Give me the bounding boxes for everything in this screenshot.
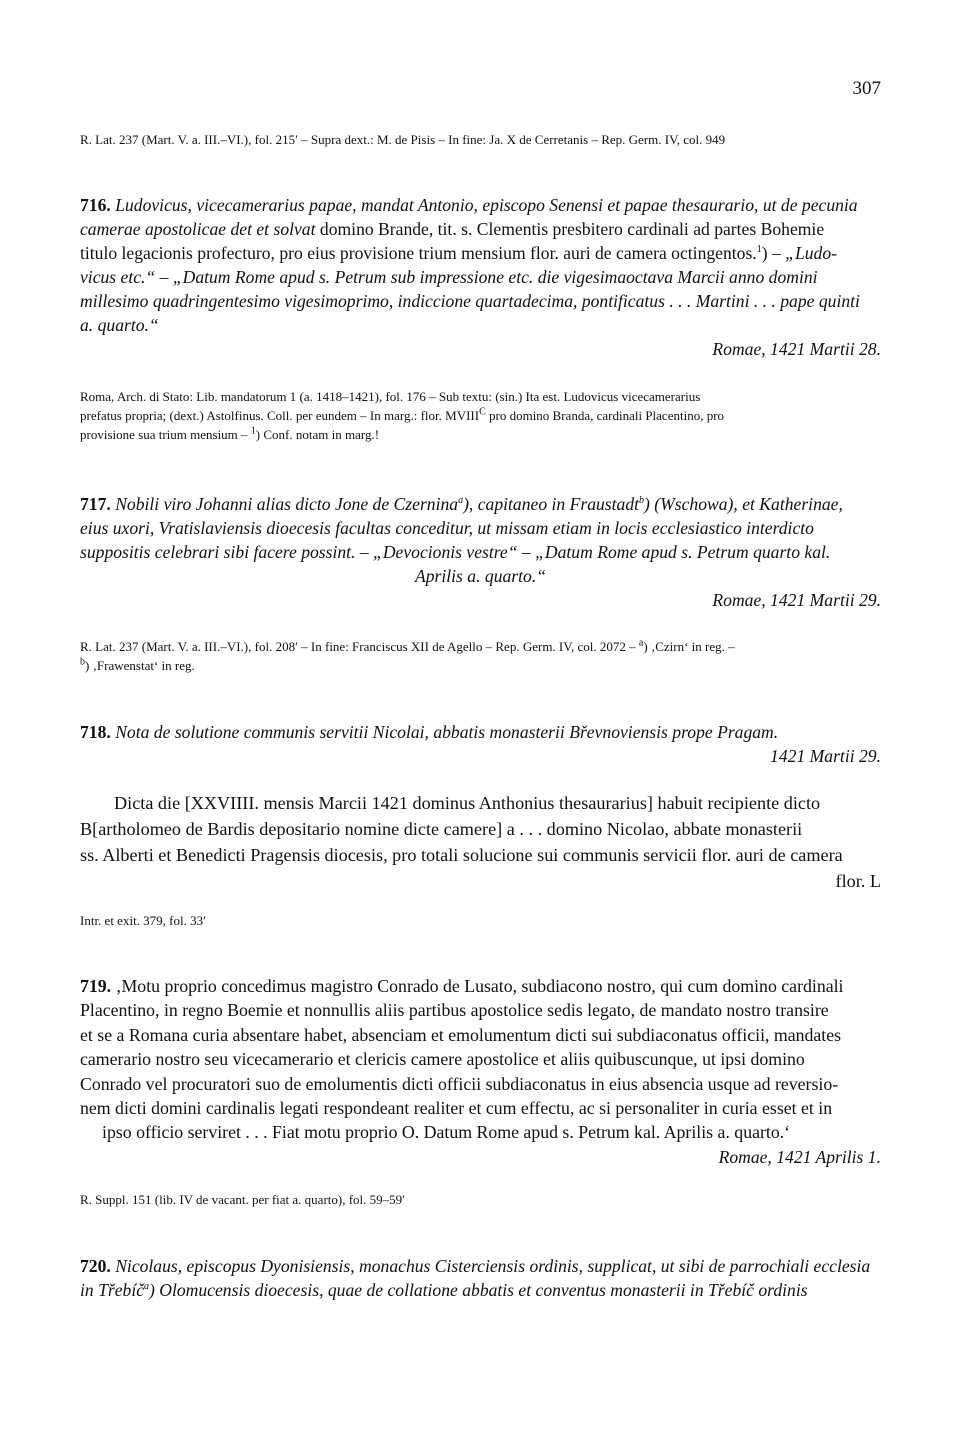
source-line: provisione sua trium mensium – $^1$) Conf. notam in marg.! [80, 425, 380, 442]
entry-717 [80, 492, 881, 612]
body-line: ipso officio serviret . . . Fiat motu proprio O. Datum Rome apud s. Petrum kal. Aprilis a. quarto.‘ [102, 1122, 791, 1143]
body-line: B[artholomeo de Bardis depositario nomine dicte camere] a . . . domino Nicolao, abbate monasterii [80, 819, 803, 839]
body-line: Conrado vel procuratori suo de emolumentis dicti officii subdiaconatus in eius absencia usque ad reversio- [80, 1073, 839, 1094]
entry-number: 716. [80, 195, 111, 215]
entry-716-line4: vicus etc.“ – „Datum Rome apud s. Petrum sub impressione etc. die vigesimaoctava Marcii anno domini [80, 267, 818, 287]
page-number: 307 [852, 78, 881, 99]
entry-716-line3: titulo legacionis profecturo, pro eius provisione trium mensium flor. auri de camera octingentos.$^1$) – „Ludo- [80, 243, 837, 263]
entry-716-source [80, 387, 881, 444]
entry-716-date: Romae, 1421 Martii 28. [712, 339, 881, 359]
entry-717-line2: eius uxori, Vratislaviensis dioecesis facultas conceditur, ut missam etiam in locis ecclesiastico interdicto [80, 518, 814, 538]
entry-719-date: Romae, 1421 Aprilis 1. [718, 1146, 881, 1167]
source-text: R. Lat. 237 (Mart. V. a. III.–VI.), fol. 215′ – Supra dext.: M. de Pisis – In fine: Ja. X de Cerretanis – Rep. Germ. IV, col. 949 [80, 132, 726, 147]
entry-719-line1: 719. ‚Motu proprio concedimus magistro Conrado de Lusato, subdiacono nostro, qui cum domino cardinali [80, 976, 844, 996]
source-line: R. Suppl. 151 (lib. IV de vacant. per fiat a. quarto), fol. 59–59′ [80, 1192, 406, 1207]
source-line: $^b$) ‚Frawenstat‘ in reg. [80, 656, 195, 673]
entry-717-line3: suppositis celebrari sibi facere possint. – „Devocionis vestre“ – „Datum Rome apud s. Petrum quarto kal. [80, 542, 831, 562]
entry-number: 717. [80, 494, 111, 514]
entry-718-body [80, 790, 881, 894]
entry-720-line2: in Třebíč$^a$) Olomucensis dioecesis, quae de collatione abbatis et conventus monasterii in Třebíč ordinis [80, 1280, 808, 1300]
body-line: et se a Romana curia absentare habet, absenciam et emolumentum dicti sui subdiaconatus officii, mandates [80, 1024, 842, 1045]
entry-720 [80, 1254, 881, 1302]
entry-717-line4: Aprilis a. quarto.“ [415, 566, 546, 586]
entry-716-line1: 716. Ludovicus, vicecamerarius papae, mandat Antonio, episcopo Senensi et papae thesaurario, ut de pecunia [80, 195, 858, 215]
entry-717-source [80, 637, 881, 675]
entry-717-line1: 717. Nobili viro Johanni alias dicto Jone de Czernina$^a$), capitaneo in Fraustadt$^b$) (Wschowa), et Katherinae, [80, 494, 843, 514]
body-line: Placentino, in regno Boemie et nonnullis aliis partibus apostolice sedis legato, de mandato nostro transire [80, 1000, 829, 1021]
body-line: nem dicti domini cardinalis legati respondeant realiter et cum effectu, ac si personaliter in curia esset et in [80, 1098, 833, 1119]
entry-716-line2: camerae apostolicae det et solvat domino Brande, tit. s. Clementis presbitero cardinali ad partes Bohemie [80, 219, 825, 239]
entry-718 [80, 720, 881, 768]
source-line: R. Lat. 237 (Mart. V. a. III.–VI.), fol. 208′ – In fine: Franciscus XII de Agello – Rep. Germ. IV, col. 2072 – $^a$) ‚Czirn‘ in reg. – [80, 637, 735, 654]
source-line: prefatus propria; (dext.) Astolfinus. Coll. per eundem – In marg.: flor. $MVIII^C$ pro domino Branda, cardinali Placentino, pro [80, 406, 725, 423]
entry-718-source [80, 911, 881, 930]
top-source-note [80, 130, 881, 149]
source-line: Roma, Arch. di Stato: Lib. mandatorum 1 (a. 1418–1421), fol. 176 – Sub textu: (sin.) Ita est. Ludovicus vicecamerarius [80, 389, 701, 404]
entry-718-title: 718. Nota de solutione communis servitii Nicolai, abbatis monasterii Břevnoviensis prope Pragam. [80, 722, 779, 742]
entry-717-date: Romae, 1421 Martii 29. [712, 590, 881, 610]
entry-number: 719. [80, 976, 112, 996]
entry-720-line1: 720. Nicolaus, episcopus Dyonisiensis, monachus Cisterciensis ordinis, supplicat, ut sibi de parrochiali ecclesia [80, 1256, 871, 1276]
entry-718-date: 1421 Martii 29. [770, 746, 881, 766]
entry-number: 720. [80, 1256, 111, 1276]
entry-716-line5: millesimo quadringentesimo vigesimoprimo, indiccione quartadecima, pontificatus . . . Martini . . . pape quinti [80, 291, 860, 311]
entry-number: 718. [80, 722, 111, 742]
entry-719 [80, 974, 881, 1169]
body-line: camerario nostro seu vicecamerario et clericis camere apostolice et aliis quibuscunque, ut ipsi domino [80, 1049, 805, 1070]
body-line: Dicta die [XXVIIII. mensis Marcii 1421 dominus Anthonius thesaurarius] habuit recipiente dicto [114, 793, 821, 813]
source-line: Intr. et exit. 379, fol. 33′ [80, 913, 206, 928]
body-line: ss. Alberti et Benedicti Pragensis diocesis, pro totali solucione sui communis servicii flor. auri de camera [80, 845, 843, 865]
entry-719-source [80, 1190, 881, 1209]
entry-716 [80, 193, 881, 361]
entry-716-line6: a. quarto.“ [80, 315, 159, 335]
body-line: flor. L [835, 871, 881, 891]
